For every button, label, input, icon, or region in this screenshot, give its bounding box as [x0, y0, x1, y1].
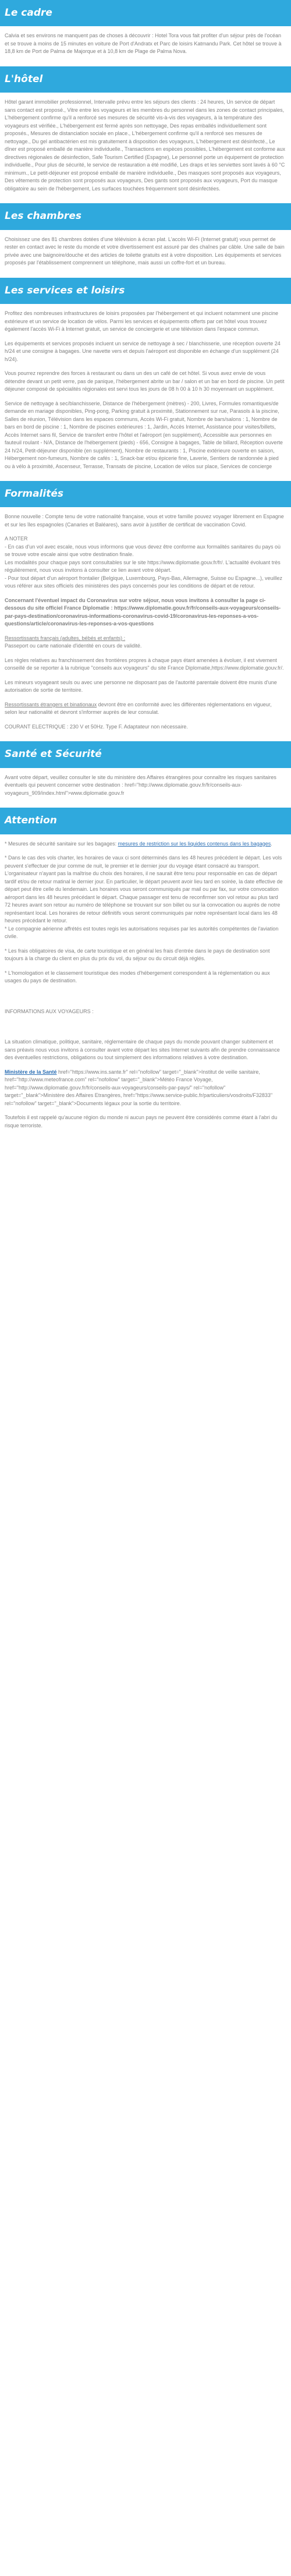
section-title-cadre: Le cadre: [0, 0, 291, 26]
attention-vols-charter: * Dans le cas des vols charter, les horaires de vaux ci sont déterminés dans les 48 heures précédent le départ. Les vols peuvent s'effectuer de jour comme de nuit, le premier et le dernier jour du voyage étant consacré au transport. L'organisateur n'ayant pas la maîtrise du choix des horaires, il ne saurait être tenu pour responsable en cas de départ tardif et/ou de retour matinal le dernier jour. En particulier, le départ peuvent avoir lieu tard en soirée, la date effective de départ peut être celle du lendemain. Les horaires vous seront communiqués par mail ou par fax, sur votre convocation aéroport dans les 48 heures précédant le départ. Chaque passager est tenu de reconfirmer son vol retour au plus tard 72 heures avant son retour au numéro de téléphone se trouvant sur son billet ou sur la convocation ou auprès de notre représentant local. Les horaires de retour définitifs vous seront communiqués par notre représentant local dans les 48 heures précédant le retour. * Le compagnie aérienne affrétés est toutes regis les autorisations requises par les autorités compétentes de l'aviation civile.: [5, 855, 283, 940]
hotel-paragraph: Hôtel garant immobilier professionnel, Intervalle prévu entre les séjours des clients : 24 heures, Un service de départ sans contact est proposé., Vitre entre les voyageurs et les membres du personnel dans les zones de contact principales, L'hébergement confirme qu'il a renforcé ses mesures de sécurité vis-à-vis des voyageurs, à la température des voyageurs est vérifiée., L'hébergement est fermé après son nettoyage, Des repas emballés individuellement sont proposés., Mesures de distanciation sociale en place., L'hébergement confirme qu'il a renforcé ses mesures de nettoyage., Du gel antibactérien est mis gratuitement à disposition des voyageurs, L'hébergement est désinfecté., Le dîner est proposé emballé de manière individuelle., Transactions en espèces possibles, L'hébergement est conforme aux directives régionales de désinfection, Safe Tourism Certified (Espagne), Le personnel porte un équipement de protection individuelle., Pour plus de sécurité, le service de restauration a été modifié, Les draps et les serviettes sont lavés à 60 °C minimum., Le petit-déjeuner est proposé emballé de manière individuelle., Des masques sont proposés aux voyageurs, Des vêtements de protection sont proposés aux voyageurs, Des gants sont proposés aux voyageurs, Port du masque obligatoire au sein de l'hébergement, Les surfaces touchées fréquemment sont désinfectées.: [5, 99, 285, 192]
ministere-sante-link[interactable]: Ministère de la Santé: [5, 1068, 57, 1075]
formalites-paragraph-1: Bonne nouvelle : Compte tenu de votre nationalité française, vous et votre famille pouvez voyager librement en Espagne et sur les îles espagnoles (Canaries et Baléares), sans avoir à justifier de certificat de vaccination Covid.: [5, 514, 284, 528]
formalites-etrangers: [5, 701, 285, 717]
chambres-paragraph: Choisissez une des 81 chambres dotées d'une télévision à écran plat. L'accès Wi-Fi (Internet gratuit) vous permet de rester en contact avec le reste du monde et votre divertissement est assuré par des chaînes par câble. Une salle de bain privée avec une baignoire/douche et des articles de toilette gratuits est à votre disposition. Les équipements et services proposés par l'établissement comprennent un téléphone, mais aussi un coffre-fort et un bureau.: [5, 236, 285, 266]
section-title-services: Les services et loisirs: [0, 278, 291, 304]
sante-paragraph: Avant votre départ, veuillez consulter le site du ministère des Affaires étrangères pour connaître les risques sanitaires éventuels qui peuvent concerner votre destination : href="http://www.diplomatie.gouv.fr/fr/conseils-aux-voyageurs_909/index.html">www.diplomatie.gouv.fr: [5, 774, 276, 796]
section-services: [0, 278, 291, 481]
section-cadre: [0, 0, 291, 66]
section-title-sante: Santé et Sécurité: [0, 741, 291, 767]
section-body-hotel: [0, 93, 291, 203]
formalites-note: [5, 535, 285, 590]
attention-liens: [5, 1068, 285, 1108]
liens-text: href="https://www.ins.sante.fr" rel="nofollow" target="_blank">Institut de veille sanitaire, href="http://www.meteofrance.com" rel="nofollow" target="_blank">Météo France Voyage, href="http://www.diplomatie.gouv.fr/fr/conseils-aux-voyageurs/conseils-par-pays/" rel="nofollow" target="_blank">Ministère des Affaires Etrangères, href="https://www.service-public.fr/particuliers/vosdroits/F32833" rel="nofollow" target="_blank">Documents légaux pour la sortie du territoire.: [5, 1068, 273, 1106]
attention-homologation: * L'homologation et le classement touristique des modes d'hébergement correspondent à la réglementation ou aux usages du pays de destination.: [5, 969, 270, 984]
bagages-text: * Mesures de sécurité sanitaire sur les bagages:: [5, 840, 118, 847]
section-title-hotel: L'hôtel: [0, 66, 291, 93]
note-heading: A NOTER: [5, 536, 28, 542]
cadre-paragraph: Calvia et ses environs ne manquent pas de choses à découvrir : Hotel Tora vous fait profiter d'un séjour près de l'océan et se trouve à moins de 15 minutes en voiture de Port d'Andratx et Parc de loisirs Katmandu Park. Cet hôtel se trouve à 18,8 km de Port de Palma de Majorque et à 10,8 km de Plage de Palma Nova.: [5, 33, 282, 55]
services-paragraph-4: Service de nettoyage à sec/blanchisserie, Distance de l'hébergement (mètres) - 200, Livres, Formules romantiques/de demande en mariage disponibles, Ping-pong, Parking gratuit à proximité, Stationnement sur rue, Parasols à la piscine, Salles de réunion, Télévision dans les espaces communs, Accès Wi-Fi gratuit, Nombre de bars/salons : 1, Nombre de bars en bord de piscine : 1, Nombre de piscines extérieures : 1, Jardin, Accès Internet, Assistance pour visites/billets, Accès Internet sans fil, Service de transfert entre l'hôtel et l'aéroport (en supplément), Accessible aux personnes en fauteuil roulant - N/A, Distance de l'hébergement (pieds) - 656, Consigne à bagages, Table de billard, Réception ouverte 24 h/24, Petit-déjeuner disponible (en supplément), Nombre de restaurants : 1, Piscine extérieure ouverte en saison, Hébergement non-fumeurs, Nombre de cafés : 1, Snack-bar et/ou épicerie fine, Laverie, Sentiers de randonnée à pied ou à vélo à proximité, Ascenseur, Terrasse, Transats de piscine, Location de vélos sur place, Services de concierge: [5, 400, 283, 469]
bagages-end: .: [271, 840, 272, 847]
section-title-formalites: Formalités: [0, 481, 291, 507]
attention-terrorisme: Toutefois il est rappelé qu'aucune région du monde ni aucun pays ne peuvent être considérés comme étant à l'abri du risque terroriste.: [5, 1114, 278, 1128]
attention-informations-heading: INFORMATIONS AUX VOYAGEURS :: [5, 1008, 94, 1014]
section-chambres: [0, 203, 291, 277]
section-attention: [0, 808, 291, 1140]
section-title-attention: Attention: [0, 808, 291, 834]
section-body-chambres: [0, 230, 291, 278]
ressortissants-documents: Passeport ou carte nationale d'identité en cours de validité.: [5, 643, 142, 649]
attention-frais-visa: * Les frais obligatoires de visa, de carte touristique et en général les frais d'entrée dans le pays de destination sont toujours à la charge du client en plus du prix du vol, du séjour ou du circuit déjà réglés.: [5, 947, 270, 962]
formalites-mineurs: Les mineurs voyageant seuls ou avec une personne ne disposant pas de l'autorité parentale doivent être munis d'une autorisation de sortie de territoire.: [5, 679, 277, 693]
section-hotel: [0, 66, 291, 203]
ressortissants-heading: Ressortissants français (adultes, bébés et enfants) :: [5, 635, 126, 641]
note-escale: - En cas d'un vol avec escale, nous vous informons que vous devez être conforme aux formalités sanitaires du pays où se trouve votre escale ainsi que votre destination finale.: [5, 543, 281, 558]
formalites-ressortissants: [5, 635, 285, 650]
attention-situation: La situation climatique, politique, sanitaire, réglementaire de chaque pays du monde pouvant changer subitement et sans préavis nous vous invitons à consulter avant votre départ les sites Internet suivants afin de prendre connaissance des éventuelles restrictions, obligations ou tout simplement des informations relatives à votre destination.: [5, 1039, 280, 1061]
etrangers-text: devront être en conformité avec les différentes réglementations en vigueur, selon leur nationalité et devront s'informer auprès de leur consulat.: [5, 701, 272, 716]
section-body-services: [0, 304, 291, 481]
formalites-courant: COURANT ELECTRIQUE : 230 V et 50Hz. Type F. Adaptateur non nécessaire.: [5, 723, 188, 730]
formalites-regles: Les règles relatives au franchissement des frontières propres à chaque pays étant amenées à évoluer, il est vivement conseillé de se reporter à la rubrique "conseils aux voyageurs" du site France Diplomatie,https://www.diplomatie.gouv.fr/.: [5, 657, 284, 671]
services-paragraph-3: Vous pourrez reprendre des forces à restaurant ou dans un des un café de cet hôtel. Si vous avez envie de vous détendre devant un petit verre, pas de panique, l'hébergement abrite un bar / salon et un bar en bord de piscine. Un petit déjeuner composé de spécialités régionales est servi tous les jours de 08 h 00 à 10 h 30 moyennant un supplément.: [5, 370, 285, 392]
section-formalites: [0, 481, 291, 741]
note-frontalier: - Pour tout départ d'un aéroport frontalier (Belgique, Luxembourg, Pays-Bas, Allemagne, Suisse ou Espagne...), veuillez vous référer aux sites officiels des ministères des pays concernés pour les conditions de départ et de retour.: [5, 575, 282, 589]
etrangers-heading: Ressortissants étrangers et binationaux: [5, 701, 97, 707]
attention-bagages: [5, 840, 285, 848]
spacer: [5, 1022, 285, 1038]
section-title-chambres: Les chambres: [0, 203, 291, 229]
formalites-coronavirus: Concernant l'éventuel impact du Coronavirus sur votre séjour, nous vous invitons à consulter la page ci-dessous du site officiel France Diplomatie : https://www.diplomatie.gouv.fr/fr/conseils-aux-voyageurs/conseils-par-pays-destination/coronavirus-informations-coronavirus-covid-19/coronavirus-les-reponses-a-vos-questions/article/coronavirus-les-reponses-a-vos-questions: [5, 597, 281, 627]
bagages-restriction-link[interactable]: mesures de restriction sur les liquides contenus dans les bagages: [118, 840, 271, 847]
section-body-formalites: [0, 507, 291, 741]
section-body-sante: [0, 768, 291, 808]
section-sante: [0, 741, 291, 808]
spacer: [5, 992, 285, 1008]
note-modalites: Les modalités pour chaque pays sont consultables sur le site https://www.diplomatie.gouv.fr/fr/. L'actualité évoluant très régulièrement, nous vous invitons à consulter ce lien avant votre départ.: [5, 559, 281, 574]
section-body-cadre: [0, 26, 291, 66]
services-paragraph-1: Profitez des nombreuses infrastructures de loisirs proposées par l'hébergement et qui incluent notamment une piscine extérieure et un service de location de vélos. Parmi les services et équipements offerts par cet hôtel vous trouvez également l'accès Wi-Fi à Internet gratuit, un service de conciergerie et une télévision dans l'espace commun.: [5, 310, 278, 332]
services-paragraph-2: Les équipements et services proposés incluent un service de nettoyage à sec / blanchisserie, une réception ouverte 24 h/24 et une consigne à bagages. Une navette vers et depuis l'aéroport est disponible en échange d'un supplément (24 h/24).: [5, 340, 281, 362]
section-body-attention: [0, 834, 291, 1141]
